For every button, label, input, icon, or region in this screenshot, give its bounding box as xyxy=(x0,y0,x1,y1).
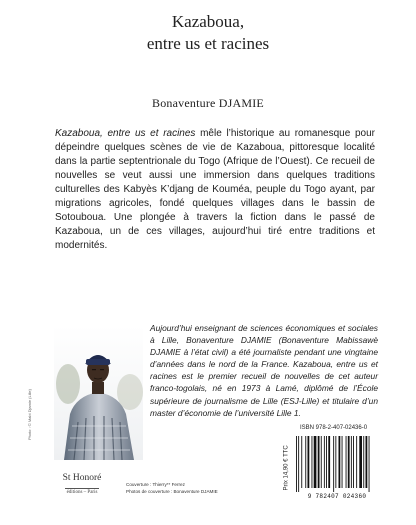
barcode-bar xyxy=(335,436,336,488)
barcode-digits: 9 782407 024360 xyxy=(307,493,367,500)
barcode-bar xyxy=(324,436,325,488)
publisher-logo xyxy=(57,473,107,505)
price-label: Prix 14,90 € TTC xyxy=(283,445,290,491)
barcode-bar xyxy=(339,436,341,488)
publisher-name: St Honoré xyxy=(62,473,102,483)
barcode xyxy=(292,436,374,494)
barcode-bar xyxy=(346,436,347,488)
barcode-bar xyxy=(314,436,317,488)
barcode-bar xyxy=(305,436,306,488)
author-photo xyxy=(54,326,143,460)
barcode-bar xyxy=(301,436,302,488)
isbn-label: ISBN 978-2-407-02436-0 xyxy=(300,425,368,431)
barcode-bar xyxy=(363,436,364,488)
barcode-bar xyxy=(326,436,327,488)
barcode-bar xyxy=(353,436,354,488)
barcode-bar xyxy=(351,436,352,488)
barcode-bar xyxy=(308,436,310,488)
barcode-bar xyxy=(348,436,350,488)
barcode-bar xyxy=(333,436,334,492)
summary-lead-title: Kazaboua, entre us et racines xyxy=(55,128,196,139)
author-name: Bonaventure DJAMIE xyxy=(152,96,264,110)
publisher-logo-rule xyxy=(65,488,99,489)
cover-photo-credit: Photos de couverture : Bonaventure DJAMIE xyxy=(126,489,218,495)
book-title-line2: entre us et racines xyxy=(146,34,270,53)
cover-design-credit: Couverture : Thierry** Ferrez xyxy=(126,482,185,487)
barcode-bar xyxy=(356,436,357,488)
barcode-bar xyxy=(369,436,370,492)
barcode-bar xyxy=(318,436,320,488)
author-bio: Aujourd’hui enseignant de sciences économiques et sociales à Lille, Bonaventure DJAMIE (Bonaventure Mabissawè DJAMIE à l’état civil) a été journaliste pendant une vingtaine d’années dans le nord de la France. Kazaboua, entre us et racines est le premier recueil de nouvelles de cet auteur franco-togolais, né en 1973 à Lamé, diplômé de l’École supérieure de journalisme de Lille (ESJ-Lille) et titulaire d’un master d’économie de l’université Lille 1. xyxy=(150,323,378,418)
summary-text: mêle l’historique au romanesque pour dépeindre quelques scènes de vie de Kazaboua, pittoresque localité dans la partie septentrionale du Togo (Afrique de l’Ouest). Ce recueil de nouvelles se veut aussi une immersion dans quelques traditions culturelles des Kabyès K’djang de Kouméa, peuple du Togo ayant, par migrations agricoles, fondé quelques villages dans le bassin de Sotouboua. Une plongée à travers la fiction dans le passé de Kazaboua, un de ces villages, aujourd’hui tiré entre traditions et modernités. xyxy=(55,128,375,252)
book-summary xyxy=(55,127,375,253)
publisher-subtitle: éditions – Paris xyxy=(66,490,98,495)
barcode-bar xyxy=(321,436,322,488)
barcode-bar xyxy=(312,436,313,488)
cover-credits xyxy=(126,481,218,496)
barcode-bar xyxy=(298,436,299,492)
barcode-bar xyxy=(296,436,297,492)
barcode-bar xyxy=(359,436,362,488)
barcode-bar xyxy=(366,436,368,488)
book-title-line1: Kazaboua, xyxy=(171,12,245,31)
barcode-bar xyxy=(342,436,343,488)
barcode-bar xyxy=(328,436,330,488)
photo-credit: Photo : © Mabi Djamie (Lille) xyxy=(27,389,32,440)
